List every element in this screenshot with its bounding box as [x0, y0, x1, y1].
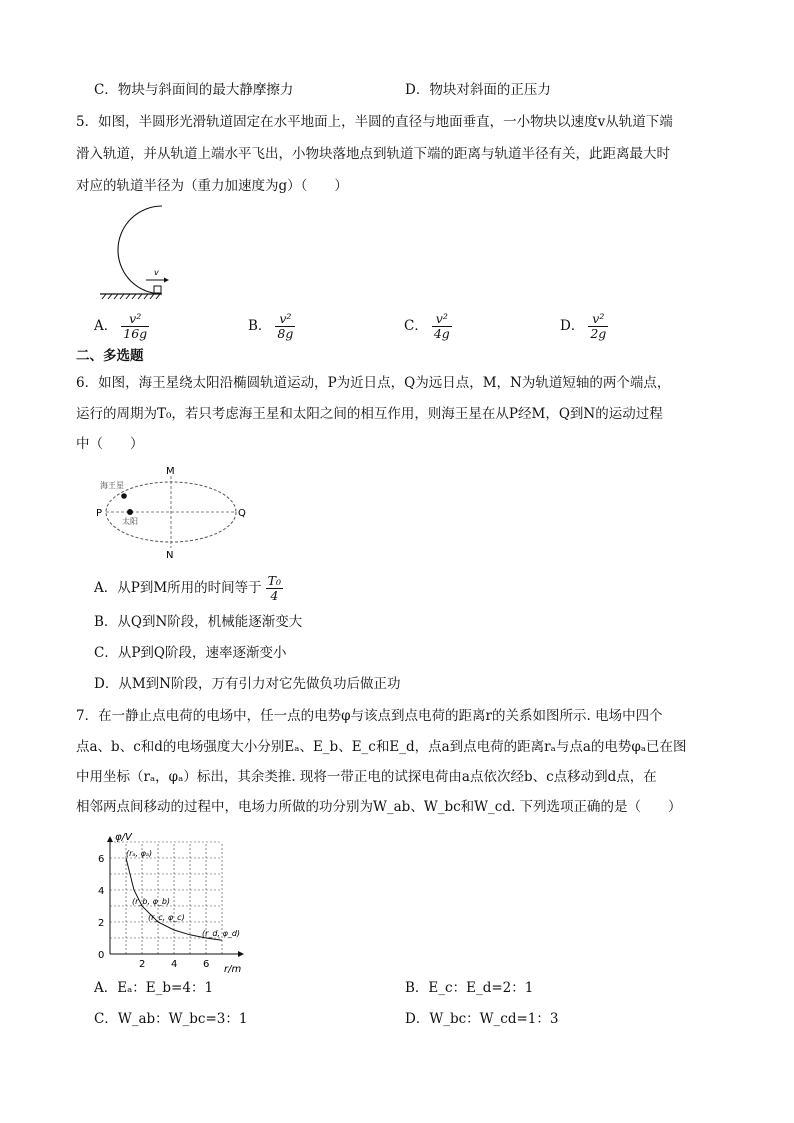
x-tick-label: 4: [171, 959, 178, 970]
section-heading-multiple-choice: 二、多选题: [76, 348, 144, 364]
q5-stem-line2: 滑入轨道，并从轨道上端水平飞出，小物块落地点到轨道下端的距离与轨道半径有关，此距离最大时: [76, 146, 670, 162]
y-tick-label: 2: [98, 918, 105, 929]
q6-option-a: A．从P到M所用的时间等于 $\frac{\text{T₀}}{4}$: [94, 573, 282, 603]
x-tick-label: 6: [203, 959, 210, 970]
q6-option-d: D．从M到N阶段，万有引力对它先做负功后做正功: [94, 676, 401, 692]
sun-dot: [127, 509, 133, 515]
x-tick-label: 2: [139, 959, 146, 970]
point-label: (r_d, φ_d): [202, 929, 241, 938]
neptune-label: 海王星: [100, 481, 124, 490]
q7-stem-line4: 相邻两点间移动的过程中，电场力所做的功分别为W_ab、W_bc和W_cd. 下列选项正确的是（ ）: [76, 799, 682, 815]
q5-option-b: B． $\frac{\text{v²}}{8g}$: [248, 311, 294, 341]
q5-semicircle-figure: [96, 200, 216, 300]
point-n-label: N: [166, 550, 174, 558]
q7-stem-line2: 点a、b、c和d的电场强度大小分别Eₐ、E_b、E_c和E_d，点a到点电荷的距离rₐ与点a的电势φₐ已在图: [76, 739, 687, 755]
q7-stem-line3: 中用坐标（rₐ，φₐ）标出，其余类推. 现将一带正电的试探电荷由a点依次经b、c点移动到d点，在: [76, 769, 657, 785]
q7-option-b: B．E_c：E_d=2：1: [405, 980, 534, 996]
q7-option-a: A．Eₐ：E_b=4：1: [94, 980, 214, 996]
point-label: (rₐ, φₐ): [126, 849, 153, 858]
point-m-label: M: [166, 466, 175, 477]
q4-option-d: D．物块对斜面的正压力: [405, 82, 551, 98]
y-axis-arrow: [107, 836, 113, 842]
ground-hatch: [102, 294, 160, 299]
y-tick-label: 0: [98, 950, 105, 961]
q5-option-d: D． $\frac{\text{v²}}{2g}$: [560, 311, 607, 341]
velocity-label: v: [154, 268, 159, 277]
q6-orbit-figure: [96, 462, 256, 558]
y-tick-label: 4: [98, 886, 105, 897]
point-q-label: Q: [238, 508, 246, 519]
point-label: (r_c, φ_c): [148, 913, 185, 922]
block: [154, 286, 161, 293]
sun-label: 太阳: [122, 517, 138, 526]
q5-option-a: A． $\frac{\text{v²}}{16g}$: [94, 311, 148, 341]
q4-option-c: C．物块与斜面间的最大静摩擦力: [94, 82, 294, 98]
y-axis-label: φ/V: [115, 832, 132, 843]
y-tick-label: 6: [98, 854, 105, 865]
neptune-dot: [121, 493, 127, 499]
q6-option-c: C．从P到Q阶段，速率逐渐变小: [94, 645, 287, 661]
x-axis-arrow: [238, 951, 244, 957]
q6-stem-line1: 6．如图，海王星绕太阳沿椭圆轨道运动，P为近日点，Q为远日点，M，N为轨道短轴的两个端点，: [76, 375, 671, 391]
x-axis-label: r/m: [224, 964, 242, 974]
point-label: (r_b, φ_b): [132, 897, 171, 906]
q7-option-d: D．W_bc：W_cd=1：3: [405, 1011, 559, 1027]
q7-option-c: C．W_ab：W_bc=3：1: [94, 1011, 248, 1027]
q6-stem-line3: 中（ ）: [76, 436, 144, 452]
q5-option-c: C． $\frac{\text{v²}}{4g}$: [404, 311, 450, 341]
q6-stem-line2: 运行的周期为T₀，若只考虑海王星和太阳之间的相互作用，则海王星在从P经M，Q到N的运动过程: [76, 406, 663, 422]
q6-option-b: B．从Q到N阶段，机械能逐渐变大: [94, 614, 303, 630]
q5-stem-line1: 5．如图，半圆形光滑轨道固定在水平地面上，半圆的直径与地面垂直，一小物块以速度v从轨道下端: [76, 114, 673, 130]
q7-potential-chart: [88, 826, 268, 974]
q7-stem-line1: 7．在一静止点电荷的电场中，任一点的电势φ与该点到点电荷的距离r的关系如图所示. 电场中四个: [76, 708, 663, 724]
q5-stem-line3: 对应的轨道半径为（重力加速度为g）（ ）: [76, 178, 348, 194]
point-p-label: P: [96, 508, 103, 519]
semicircle-track: [118, 206, 162, 294]
